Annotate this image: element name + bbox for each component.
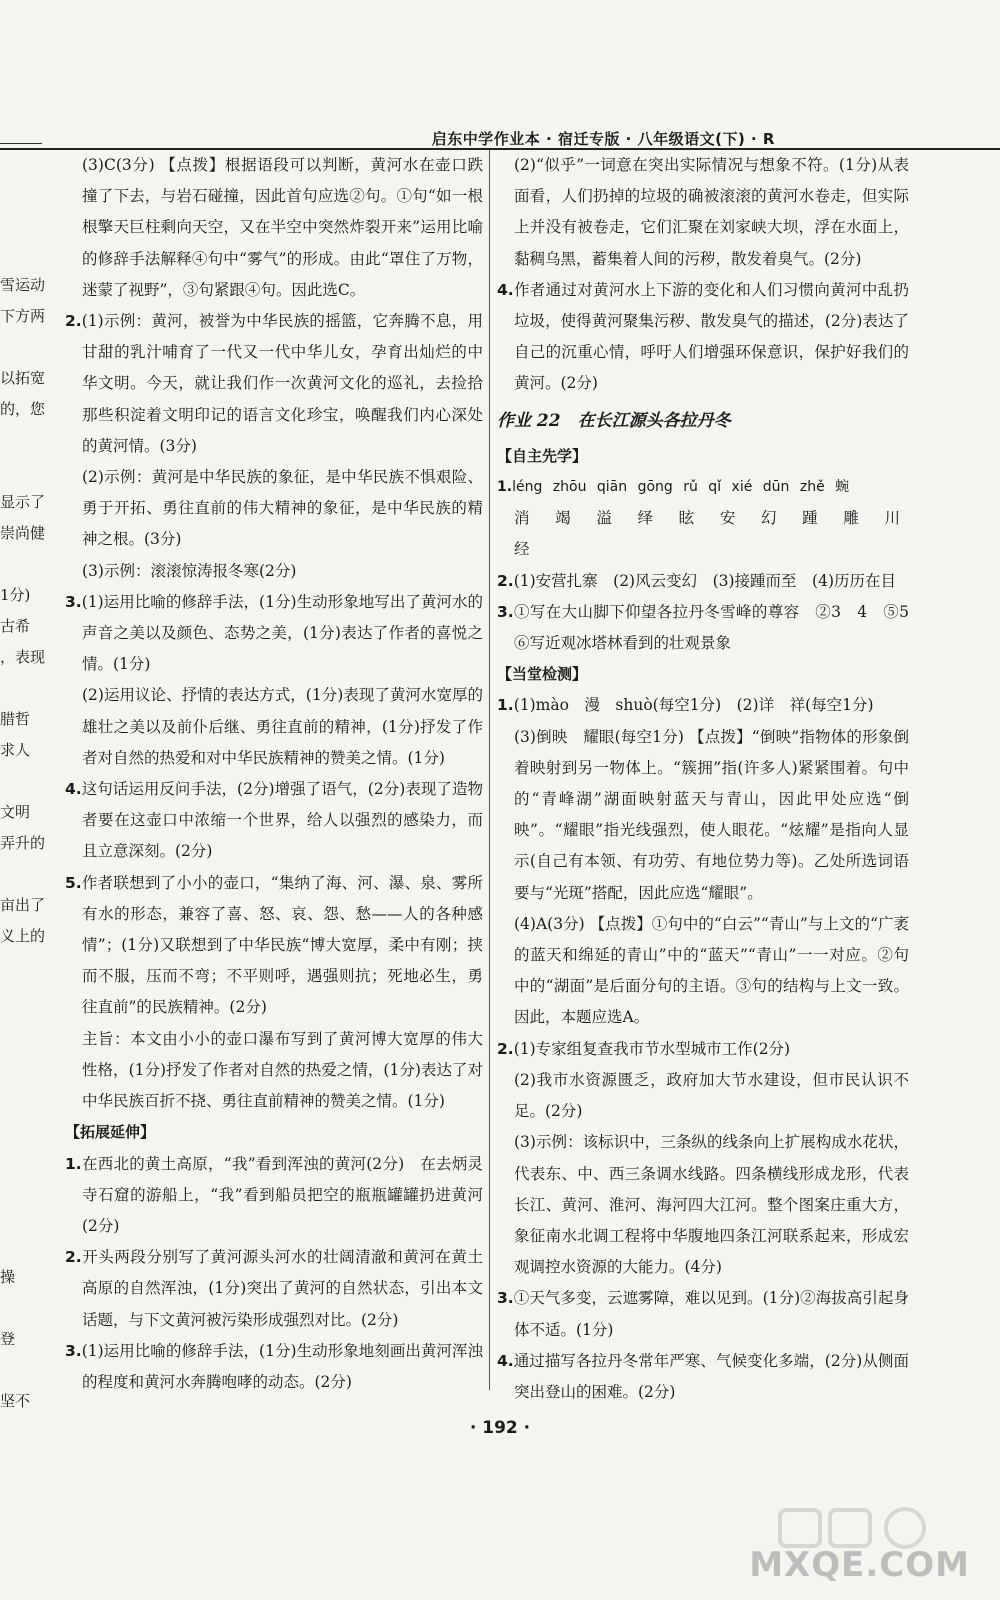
section-heading: 【自主先学】 (497, 446, 588, 465)
question-number: 2. (65, 1248, 82, 1267)
answer-text: 开头两段分别写了黄河源头河水的壮阔清澈和黄河在黄土高原的自然浑浊，(1分)突出了黄河的自然状态，引出本文话题，与下文黄河被污染形成强烈对比。(2分) (81, 1248, 483, 1329)
answer-text: 在西北的黄土高原，“我”看到浑浊的黄河(2分) 在去炳灵寺石窟的游船上，“我”看到船员把空的瓶瓶罐罐扔进黄河(2分) (81, 1154, 483, 1235)
answer-text: (1)运用比喻的修辞手法，(1分)生动形象地写出了黄河水的声音之美以及颜色、态势之美，(1分)表达了作者的喜悦之情。(1分) (81, 592, 483, 674)
answer-text: (2)“似乎”一词意在突出实际情况与想象不符。(1分)从表面看，人们扔掉的垃圾的确被滚滚的黄河水卷走，但实际上并没有被卷走，它们汇聚在刘家峡大坝，浮在水面上，黏稠乌黑，蓄集着人间的污秽，散发着臭气。(2分) (514, 156, 909, 268)
margin-fragment: 以拓宽 (0, 369, 46, 387)
question-number: 1. (497, 479, 513, 496)
answer-text: (1)示例：黄河，被誉为中华民族的摇篮，它奔腾不息，用甘甜的乳汁哺育了一代又一代中华儿女，孕育出灿烂的中华文明。今天，就让我们作一次黄河文化的巡礼，去捡拾那些积淀着文明印记的语言文化珍宝，唤醒我们内心深处的黄河情。(3分) (81, 312, 483, 455)
answer-paragraph (65, 462, 483, 556)
margin-fragment (0, 1076, 40, 1107)
question-number: 2. (497, 1039, 514, 1058)
margin-fragment (0, 1014, 40, 1045)
answer-text: (3)倒映 耀眼(每空1分) 【点拨】“倒映”指物体的形象倒着映射到另一物体上。“簇拥”指(许多人)紧紧围着。句中的“青峰湖”湖面映射蓝天与青山，因此甲处应选“倒映”。“耀眼”指光线强烈，使人眼花。“炫耀”是指向人显示(自己有本领、有功劳、有地位势力等)。乙处所选词语要与“光斑”搭配，因此应选“耀眼”。 (514, 727, 909, 902)
margin-fragment (0, 952, 40, 983)
header-title: 启东中学作业本 · 宿迁专版 · 八年级语文(下) · R (431, 130, 775, 148)
question-number: 3. (65, 592, 82, 611)
left-page-rule (0, 143, 42, 144)
answer-text: (1)专家组复查我市节水型城市工作(2分) (513, 1039, 791, 1058)
margin-fragment: ，表现 (0, 648, 46, 666)
margin-fragment (0, 859, 40, 890)
answer-paragraph (65, 1242, 483, 1336)
margin-fragment (0, 425, 40, 456)
margin-fragment: 求人 (0, 741, 31, 759)
right-column (497, 150, 925, 1408)
margin-fragment (0, 1138, 40, 1169)
question-number: 4. (65, 780, 82, 799)
answer-text: (4)A(3分) 【点拨】①句中的“白云”“青山”与上文的“广袤的蓝天和绵延的青山”中的“蓝天”“青山”一一对应。②句中的“湖面”是后面分句的主语。③句的结构与上文一致。因此，本题应选A。 (514, 914, 909, 1027)
margin-fragment: 崇尚健 (0, 524, 46, 542)
answer-paragraph (65, 774, 483, 868)
section-heading: 【当堂检测】 (497, 665, 588, 684)
section-heading: 【拓展延伸】 (65, 1123, 156, 1142)
question-number: 2. (65, 312, 82, 331)
margin-fragment: 登 (0, 1330, 16, 1348)
answer-text: (1)安营扎寨 (2)风云变幻 (3)接踵而至 (4)历历在目 (513, 571, 897, 590)
margin-fragment (0, 1355, 40, 1386)
answer-paragraph (497, 1065, 909, 1127)
answer-paragraph (497, 1034, 909, 1065)
answer-paragraph (65, 306, 483, 462)
watermark-text: MXQE.COM (749, 1545, 970, 1585)
answer-text: (1)运用比喻的修辞手法，(1分)生动形象地刻画出黄河浑浊的程度和黄河水奔腾咆哮的动态。(2分) (81, 1341, 483, 1391)
margin-fragment (0, 1045, 40, 1076)
answer-paragraph (497, 472, 909, 503)
answer-text: 作者通过对黄河水上下游的变化和人们习惯向黄河中乱扔垃圾，使得黄河聚集污秽、散发臭气的描述，(2分)表达了自己的沉重心情，呼吁人们增强环保意识，保护好我们的黄河。(2分) (513, 280, 909, 393)
margin-fragment: 下方两 (0, 307, 46, 325)
margin-fragment (0, 1169, 40, 1200)
question-number: 3. (497, 1289, 514, 1308)
answer-paragraph (497, 909, 909, 1034)
left-column (65, 150, 483, 1398)
margin-fragment: 亩出了 (0, 896, 46, 914)
margin-fragment: 义上的 (0, 927, 46, 945)
answer-text: 主旨：本文由小小的壶口瀑布写到了黄河博大宽厚的伟大性格，(1分)抒发了作者对自然的热爱之情，(1分)表达了对中华民族百折不挠、勇往直前精神的赞美之情。(1分) (82, 1029, 483, 1111)
answer-text: 这句话运用反问手法，(2分)增强了语气，(2分)表现了造物者要在这壶口中浓缩一个世界，给人以强烈的感染力，而且立意深刻。(2分) (81, 780, 483, 861)
answer-text: (3)C(3分) 【点拨】根据语段可以判断，黄河水在壶口跌撞了下去，与岩石碰撞，因此首句应选②句。①句“如一根根擎天巨柱剩向天空，又在半空中突然炸裂开来”运用比喻的修辞手法解释④句中“雾气”的形成。由此“罩住了万物，迷蒙了视野”，③句紧跟④句。因此选C。 (82, 156, 483, 299)
answer-paragraph (497, 566, 909, 597)
answer-paragraph (65, 1336, 483, 1398)
answer-paragraph (497, 1127, 909, 1283)
answer-paragraph (497, 275, 909, 400)
answer-text: (1)mào 漫 shuò(每空1分) (2)详 祥(每空1分) (513, 696, 874, 715)
answer-text: (3)示例：该标识中，三条纵的线条向上扩展构成水花状，代表东、中、西三条调水线路。四条横线形成龙形，代表长江、黄河、淮河、海河四大江河。整个图案庄重大方，象征南水北调工程将中华腹地四条江河联系起来，形成宏观调控水资源的大能力。(4分) (514, 1133, 909, 1277)
question-number: 4. (497, 280, 514, 299)
margin-fragment (0, 766, 40, 797)
answer-paragraph (65, 1149, 483, 1243)
answer-paragraph (497, 597, 925, 659)
margin-fragment: 1分) (0, 586, 31, 604)
answer-paragraph (497, 1283, 909, 1345)
margin-fragment: 显示了 (0, 493, 46, 511)
answer-text: léng zhōu qiān gōng rǔ qǐ xié dūn zhě 蜿 (512, 479, 850, 496)
answer-paragraph (497, 150, 909, 275)
answer-paragraph (65, 680, 483, 774)
answer-text: ①天气多变，云遮雾障，难以见到。(1分)②海拔高引起身体不适。(1分) (513, 1289, 909, 1339)
question-number: 1. (65, 1154, 82, 1173)
margin-fragment: 腊哲 (0, 710, 31, 728)
answer-text: 作者联想到了小小的壶口，“集纳了海、河、瀑、泉、雾所有水的形态，兼容了喜、怒、哀、怨、愁——人的各种感情”；(1分)又联想到了中华民族“博大宽厚，柔中有刚；挟而不服，压而不弯；不平则呼，遇强则抗；死地必生，勇往直前”的民族精神。(2分) (81, 873, 483, 1017)
question-number: 5. (65, 873, 82, 892)
column-divider (489, 150, 490, 1390)
question-number: 3. (497, 602, 514, 621)
answer-paragraph (65, 150, 483, 306)
question-number: 4. (497, 1351, 514, 1370)
margin-fragment (0, 1200, 40, 1231)
margin-fragment: 的，您 (0, 400, 46, 418)
margin-fragment (0, 332, 40, 363)
margin-fragment (0, 549, 40, 580)
margin-fragment (0, 1293, 40, 1324)
margin-fragment (0, 673, 40, 704)
answer-paragraph (497, 690, 909, 721)
page-number: · 192 · (469, 1418, 531, 1438)
answer-paragraph (497, 1346, 909, 1408)
left-margin-fragments (0, 270, 46, 1417)
answer-text: (2)我市水资源匮乏，政府加大节水建设，但市民认识不足。(2分) (514, 1070, 909, 1121)
question-number: 2. (497, 571, 514, 590)
margin-fragment: 坚不 (0, 1392, 31, 1410)
answer-paragraph (65, 1024, 483, 1118)
answer-text: (2)示例：黄河是中华民族的象征，是中华民族不惧艰险、勇于开拓、勇往直前的伟大精神的象征，是中华民族的精神之根。(3分) (82, 468, 483, 549)
answer-paragraph (497, 722, 909, 909)
margin-fragment: 雪运动 (0, 276, 46, 294)
margin-fragment: 文明 (0, 803, 31, 821)
answer-paragraph (65, 868, 483, 1024)
answer-characters: 消 竭 溢 绎 眩 安 幻 踵 雕 川 经 (514, 509, 909, 559)
margin-fragment (0, 456, 40, 487)
margin-fragment: 操 (0, 1268, 16, 1286)
question-number: 3. (65, 1341, 82, 1360)
assignment-title: 作业 22 在长江源头各拉丹冬 (497, 410, 731, 431)
margin-fragment: 弄升的 (0, 834, 46, 852)
margin-fragment (0, 1107, 40, 1138)
answer-text: 通过描写各拉丹冬常年严寒、气候变化多端，(2分)从侧面突出登山的困难。(2分) (513, 1351, 909, 1401)
running-header (0, 128, 1000, 146)
answer-text: ①写在大山脚下仰望各拉丹冬雪峰的尊容 ②3 4 ⑤5 ⑥写近观冰塔林看到的壮观景象 (513, 602, 925, 653)
answer-paragraph (65, 587, 483, 681)
margin-fragment: 古希 (0, 617, 31, 635)
answer-text: (3)示例：滚滚惊涛报冬寒(2分) (82, 561, 297, 580)
margin-fragment (0, 1231, 40, 1262)
answer-text: (2)运用议论、抒情的表达方式，(1分)表现了黄河水宽厚的雄壮之美以及前仆后继、勇往直前的精神，(1分)抒发了作者对自然的热爱和对中华民族精神的赞美之情。(1分) (82, 686, 483, 767)
margin-fragment (0, 983, 40, 1014)
answer-paragraph (65, 556, 483, 587)
question-number: 1. (497, 696, 514, 715)
